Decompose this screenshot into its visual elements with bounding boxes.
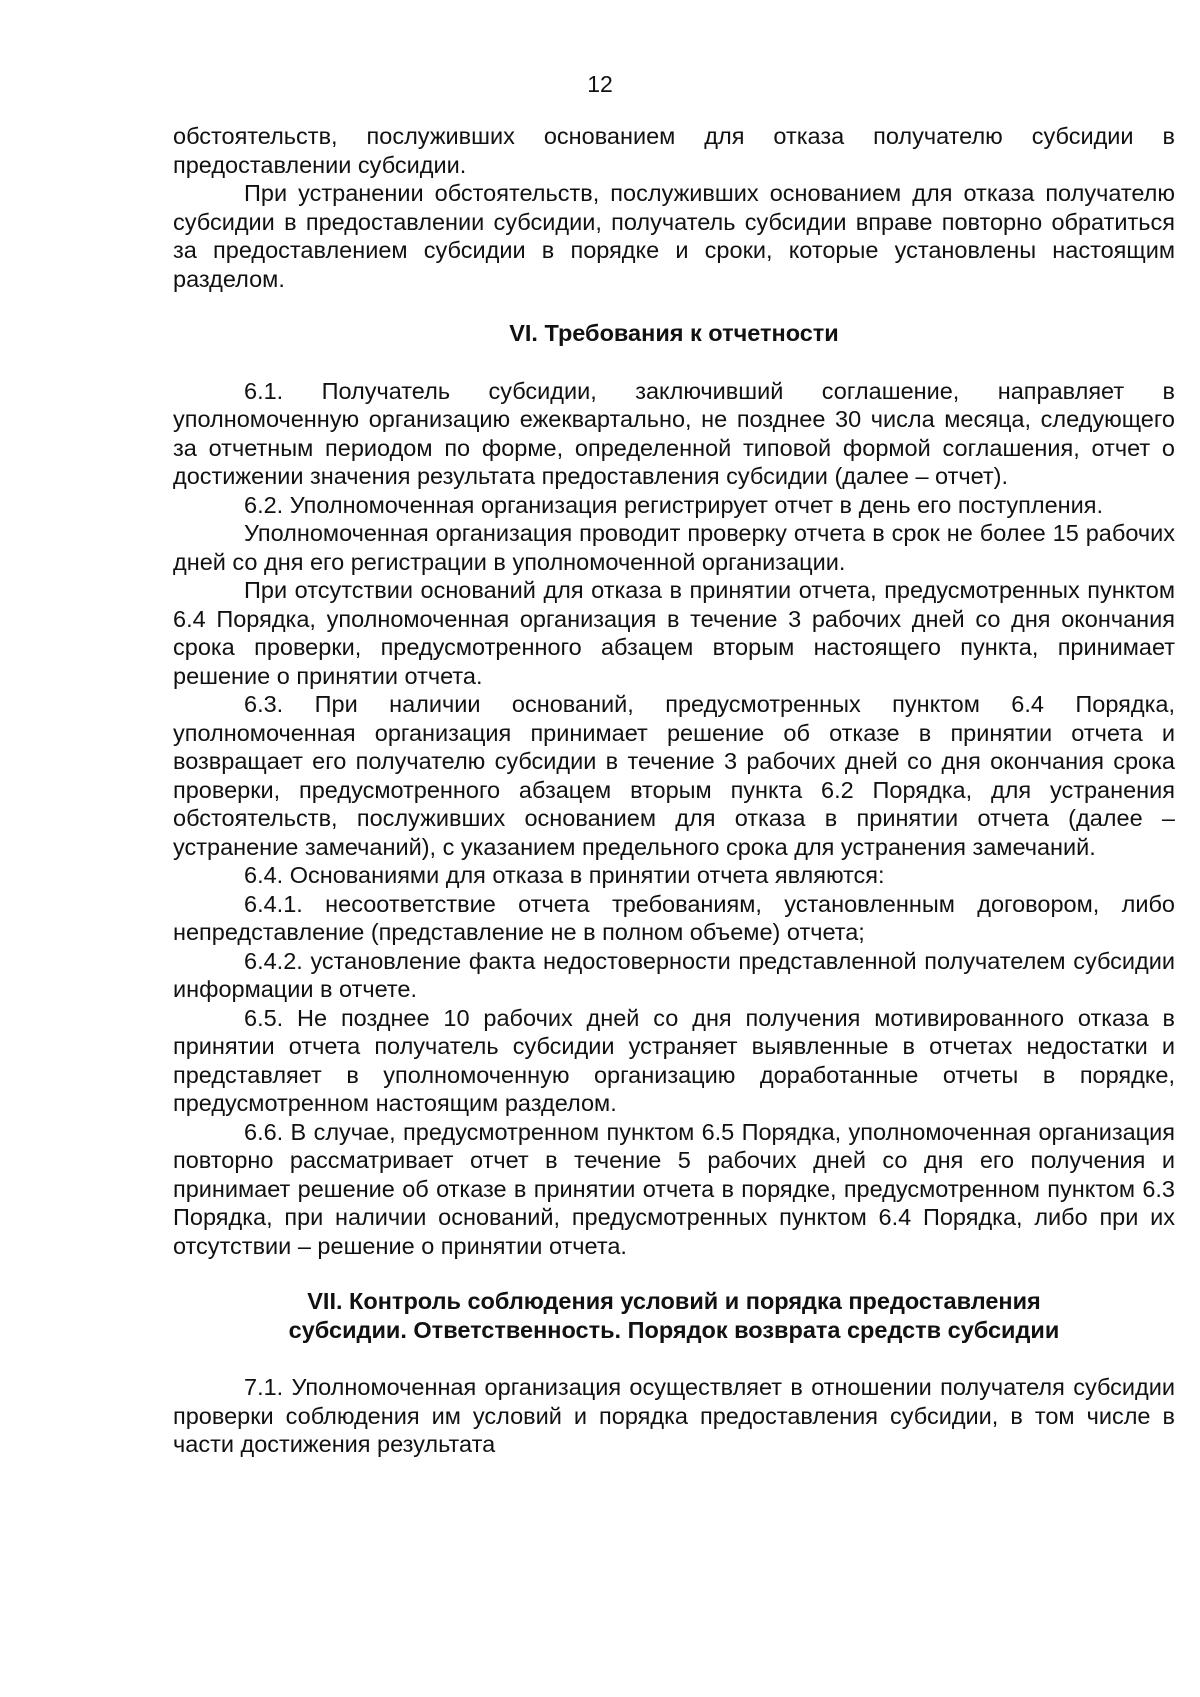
page-number: 12 — [587, 71, 613, 97]
paragraph-6-1: 6.1. Получатель субсидии, заключивший соглашение, направляет в уполномоченную организацию ежеквартально, не позднее 30 числа месяца, следующего за отчетным периодом по форме, определенной типовой формой соглашения, отчет о достижении значения результата предоставления субсидии (далее – отчет). — [173, 377, 1175, 489]
section-7-heading — [173, 1287, 1175, 1344]
section-7-heading-line-1: VII. Контроль соблюдения условий и порядка предоставления — [307, 1288, 1041, 1314]
paragraph-7-1: 7.1. Уполномоченная организация осуществляет в отношении получателя субсидии проверки соблюдения им условий и порядка предоставления субсидии, в том числе в части достижения результата — [173, 1374, 1175, 1457]
paragraph-6-2-accept: При отсутствии оснований для отказа в принятии отчета, предусмотренных пунктом 6.4 Порядка, уполномоченная организация в течение 3 рабочих дней со дня окончания срока проверки, предусмотренного абзацем вторым настоящего пункта, принимает решение о принятии отчета. — [173, 577, 1175, 689]
paragraph-6-2-check: Уполномоченная организация проводит проверку отчета в срок не более 15 рабочих дней со дня его регистрации в уполномоченной организации. — [173, 520, 1175, 575]
paragraph-6-4-1: 6.4.1. несоответствие отчета требованиям, установленным договором, либо непредставление (представление не в полном объеме) отчета; — [173, 890, 1175, 945]
paragraph-6-3: 6.3. При наличии оснований, предусмотренных пунктом 6.4 Порядка, уполномоченная организация принимает решение об отказе в принятии отчета и возвращает его получателю субсидии в течение 3 рабочих дней со дня окончания срока проверки, предусмотренного абзацем вторым пункта 6.2 Порядка, для устранения обстоятельств, послуживших основанием для отказа в принятии отчета (далее – устранение замечаний), с указанием предельного срока для устранения замечаний. — [173, 691, 1175, 860]
paragraph-6-4-2: 6.4.2. установление факта недостоверности представленной получателем субсидии информации в отчете. — [173, 947, 1175, 1002]
document-body — [173, 122, 1175, 1459]
paragraph-reapply: При устранении обстоятельств, послуживших основанием для отказа получателю субсидии в предоставлении субсидии, получатель субсидии вправе повторно обратиться за предоставлением субсидии в порядке и сроки, которые установлены настоящим разделом. — [173, 180, 1175, 292]
section-7-heading-line-2: субсидии. Ответственность. Порядок возврата средств субсидии — [288, 1316, 1060, 1343]
paragraph-continuation: обстоятельств, послуживших основанием для отказа получателю субсидии в предоставлении субсидии. — [173, 123, 1175, 178]
paragraph-6-6: 6.6. В случае, предусмотренном пунктом 6.5 Порядка, уполномоченная организация повторно рассматривает отчет в течение 5 рабочих дней со дня его получения и принимает решение об отказе в принятии отчета в порядке, предусмотренном пунктом 6.3 Порядка, при наличии оснований, предусмотренных пунктом 6.4 Порядка, либо при их отсутствии – решение о принятии отчета. — [173, 1118, 1175, 1259]
paragraph-6-5: 6.5. Не позднее 10 рабочих дней со дня получения мотивированного отказа в принятии отчета получатель субсидии устраняет выявленные в отчетах недостатки и представляет в уполномоченную организацию доработанные отчеты в порядке, предусмотренном настоящим разделом. — [173, 1004, 1175, 1116]
paragraph-6-2: 6.2. Уполномоченная организация регистрирует отчет в день его поступления. — [244, 491, 1104, 518]
section-6-heading: VI. Требования к отчетности — [509, 320, 839, 346]
paragraph-6-4: 6.4. Основаниями для отказа в принятии отчета являются: — [244, 862, 885, 888]
